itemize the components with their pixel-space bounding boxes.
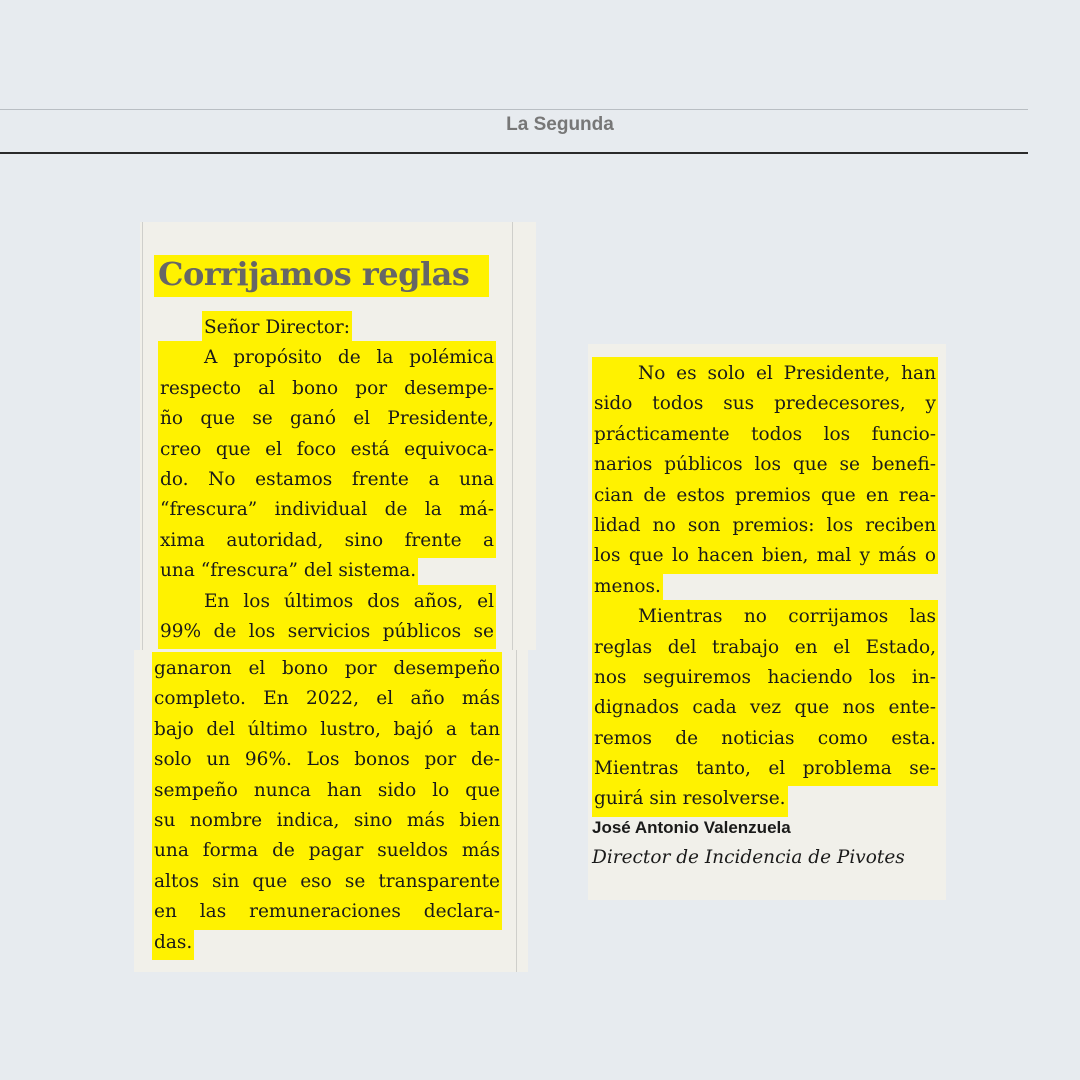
text-line: respecto al bono por desempe-: [158, 372, 496, 402]
column-3: [592, 357, 938, 874]
text-line: creo que el foco está equivoca-: [158, 433, 496, 463]
text-line: 99% de los servicios públicos se: [158, 615, 496, 645]
text-line: menos.: [592, 570, 938, 600]
text-line: reglas del trabajo en el Estado,: [592, 631, 938, 661]
text-line: narios públicos los que se benefi-: [592, 448, 938, 478]
text-line: guirá sin resolverse.: [592, 782, 938, 812]
text-line: En los últimos dos años, el: [158, 585, 496, 615]
text-line: A propósito de la polémica: [158, 341, 496, 371]
signature-title: Director de Incidencia de Pivotes: [592, 847, 905, 869]
text-line: sido todos sus predecesores, y: [592, 387, 938, 417]
headline: Corrijamos reglas: [154, 255, 489, 297]
signature-title-line: [592, 843, 938, 873]
text-line: sempeño nunca han sido lo que: [152, 774, 502, 804]
text-line: Mientras no corrijamos las: [592, 600, 938, 630]
text-line: “frescura” individual de la má-: [158, 493, 496, 523]
text-line: ño que se ganó el Presidente,: [158, 402, 496, 432]
text-line: do. No estamos frente a una: [158, 463, 496, 493]
greeting-line: [158, 311, 496, 341]
text-line: dignados cada vez que nos ente-: [592, 691, 938, 721]
text-line: una forma de pagar sueldos más: [152, 834, 502, 864]
masthead-bottom-rule: [0, 152, 1028, 154]
text-line: cian de estos premios que en rea-: [592, 479, 938, 509]
signature-name: José Antonio Valenzuela: [592, 817, 791, 837]
text-line: lidad no son premios: los reciben: [592, 509, 938, 539]
text-line: solo un 96%. Los bonos por de-: [152, 743, 502, 773]
text-line: su nombre indica, sino más bien: [152, 804, 502, 834]
text-line: completo. En 2022, el año más: [152, 682, 502, 712]
text-line: xima autoridad, sino frente a: [158, 524, 496, 554]
text-line: remos de noticias como esta.: [592, 722, 938, 752]
text-line: bajo del último lustro, bajó a tan: [152, 713, 502, 743]
text-line: altos sin que eso se transparente: [152, 865, 502, 895]
text-line: ganaron el bono por desempeño: [152, 652, 502, 682]
text-line: nos seguiremos haciendo los in-: [592, 661, 938, 691]
masthead-title: La Segunda: [506, 114, 614, 135]
text-line: en las remuneraciones declara-: [152, 895, 502, 925]
text-line: una “frescura” del sistema.: [158, 554, 496, 584]
text-line: los que lo hacen bien, mal y más o: [592, 539, 938, 569]
greeting: Señor Director:: [202, 311, 352, 345]
signature-name-line: [592, 813, 938, 843]
text-line: Mientras tanto, el problema se-: [592, 752, 938, 782]
text-line: No es solo el Presidente, han: [592, 357, 938, 387]
column-2: [152, 652, 502, 956]
masthead-top-rule: [0, 109, 1028, 110]
column-1: [158, 311, 496, 645]
text-line: das.: [152, 926, 502, 956]
text-line: prácticamente todos los funcio-: [592, 418, 938, 448]
